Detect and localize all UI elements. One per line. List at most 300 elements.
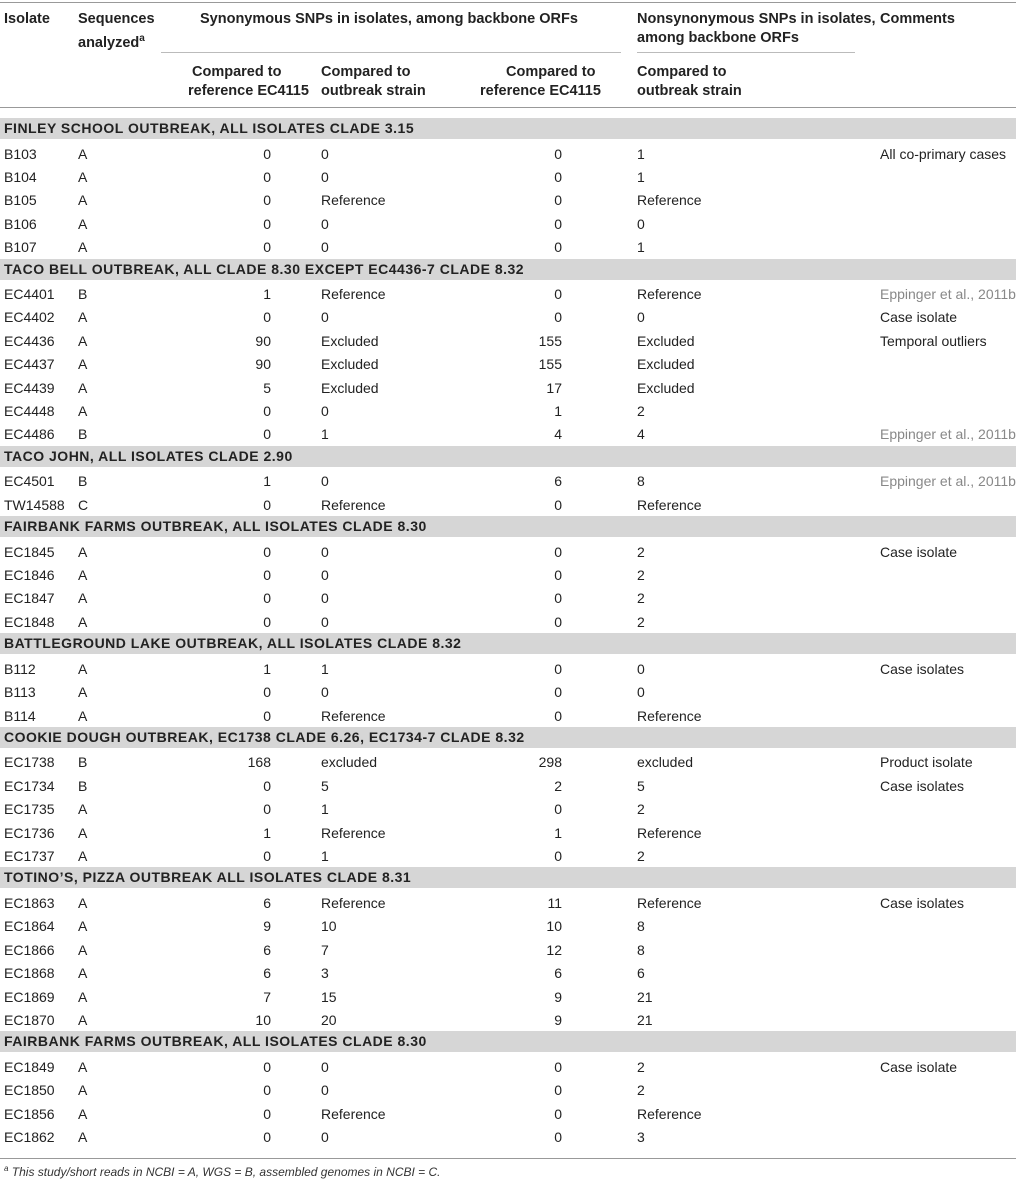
col-header-syn-out [321, 63, 426, 101]
syn-out-cell: 1 [321, 660, 329, 677]
syn-ref-cell: 0 [263, 777, 271, 794]
syn-out-cell: 0 [321, 590, 329, 607]
nonsyn-ref-cell: 0 [554, 145, 562, 162]
nonsyn-out-cell: 3 [637, 1129, 645, 1145]
table-row [0, 422, 1016, 445]
comment-cell: Case isolates [880, 894, 965, 911]
syn-out-cell: Excluded [321, 332, 379, 349]
section-title: TACO BELL OUTBREAK, ALL CLADE 8.30 EXCEPT EC4436-7 CLADE 8.32 [4, 260, 525, 277]
syn-out-cell: Reference [321, 824, 386, 841]
table-row [0, 657, 1016, 680]
sequences-cell: A [78, 239, 88, 256]
syn-ref-cell: 0 [263, 613, 271, 630]
nonsyn-out-cell: Excluded [637, 332, 695, 349]
syn-out-cell: 0 [321, 1129, 329, 1145]
nonsyn-out-cell: 2 [637, 590, 645, 607]
nonsyn-out-cell: 2 [637, 848, 645, 864]
section-title: TACO JOHN, ALL ISOLATES CLADE 2.90 [4, 447, 293, 464]
syn-ref-cell: 0 [263, 309, 271, 326]
group-header-nonsynonymous-line1: Nonsynonymous SNPs in isolates, [637, 11, 876, 27]
syn-out-cell: Excluded [321, 356, 379, 373]
sequences-cell: A [78, 168, 88, 185]
syn-out-cell: 0 [321, 543, 329, 560]
syn-out-cell: 0 [321, 145, 329, 162]
sequences-cell: A [78, 215, 88, 232]
syn-out-cell: 0 [321, 567, 329, 583]
syn-ref-cell: 9 [263, 918, 271, 935]
syn-out-cell: 1 [321, 801, 329, 818]
table-row [0, 680, 1016, 703]
sequences-cell: A [78, 941, 88, 958]
syn-out-cell: 5 [321, 777, 329, 794]
syn-ref-cell: 0 [263, 543, 271, 560]
section-title: TOTINO’S, PIZZA OUTBREAK ALL ISOLATES CLADE 8.31 [4, 869, 412, 886]
nonsyn-ref-cell: 9 [554, 988, 562, 1005]
syn-ref-cell: 0 [263, 1129, 271, 1145]
isolate-cell: EC1869 [4, 988, 55, 1005]
sequences-cell: A [78, 1011, 88, 1028]
col-header-nonsyn-out [637, 63, 742, 101]
isolate-cell: EC1737 [4, 848, 55, 864]
table-row [0, 212, 1016, 235]
comment-cell[interactable]: Eppinger et al., 2011b [880, 426, 1016, 443]
comment-cell: Case isolate [880, 543, 958, 560]
table-row [0, 399, 1016, 422]
nonsyn-out-cell: 0 [637, 309, 645, 326]
isolate-cell: EC1866 [4, 941, 55, 958]
section-header [0, 867, 1016, 888]
section-header [0, 727, 1016, 748]
syn-ref-cell: 0 [263, 215, 271, 232]
table-row [0, 961, 1016, 984]
col-header-comments: Comments [880, 11, 955, 27]
sequences-cell: A [78, 1105, 88, 1122]
isolate-cell: EC1848 [4, 613, 55, 630]
nonsyn-ref-cell: 10 [546, 918, 562, 935]
table-row [0, 188, 1016, 211]
section-title: BATTLEGROUND LAKE OUTBREAK, ALL ISOLATES CLADE 8.32 [4, 635, 462, 652]
nonsyn-ref-cell: 12 [546, 941, 562, 958]
nonsyn-out-cell: Reference [637, 707, 702, 724]
syn-ref-cell: 0 [263, 1058, 271, 1075]
nonsyn-ref-cell: 0 [554, 801, 562, 818]
nonsyn-out-cell: 0 [637, 660, 645, 677]
nonsyn-out-cell: 8 [637, 918, 645, 935]
sequences-cell: A [78, 918, 88, 935]
col-header-syn-ref [188, 63, 309, 101]
syn-ref-cell: 0 [263, 239, 271, 256]
table-row [0, 376, 1016, 399]
nonsyn-ref-cell: 1 [554, 403, 562, 419]
nonsyn-out-cell: 2 [637, 1058, 645, 1075]
isolate-cell: EC1849 [4, 1058, 55, 1075]
isolate-cell: EC1845 [4, 543, 55, 560]
syn-ref-cell: 0 [263, 567, 271, 583]
syn-out-cell: 0 [321, 473, 329, 490]
isolate-cell: EC1850 [4, 1082, 55, 1099]
isolate-cell: B114 [4, 707, 36, 724]
comment-cell: Case isolates [880, 777, 965, 794]
isolate-cell: B106 [4, 215, 37, 232]
nonsyn-ref-cell: 0 [554, 1058, 562, 1075]
comment-cell: Product isolate [880, 754, 973, 771]
syn-out-cell: Reference [321, 192, 386, 209]
col-header-nonsyn-out-line2: outbreak strain [637, 83, 742, 99]
nonsyn-out-cell: 4 [637, 426, 645, 443]
syn-out-cell: 20 [321, 1011, 337, 1028]
sequences-cell: A [78, 684, 88, 701]
nonsyn-out-cell: 21 [637, 988, 653, 1005]
nonsyn-out-cell: Excluded [637, 356, 695, 373]
col-header-sequences-sup: a [139, 33, 145, 44]
nonsyn-ref-cell: 0 [554, 707, 562, 724]
sequences-cell: A [78, 192, 88, 209]
nonsyn-ref-cell: 0 [554, 1082, 562, 1099]
syn-ref-cell: 5 [263, 379, 271, 396]
nonsyn-ref-cell: 155 [538, 332, 562, 349]
sequences-cell: A [78, 379, 88, 396]
nonsyn-ref-cell: 0 [554, 1105, 562, 1122]
table-row [0, 305, 1016, 328]
table-row [0, 586, 1016, 609]
table-row [0, 563, 1016, 586]
syn-ref-cell: 0 [263, 496, 271, 513]
isolate-cell: B105 [4, 192, 37, 209]
group-header-synonymous: Synonymous SNPs in isolates, among backbone ORFs [200, 11, 578, 27]
sequences-cell: A [78, 567, 88, 583]
col-header-isolate: Isolate [4, 11, 50, 27]
syn-ref-cell: 90 [255, 332, 271, 349]
syn-ref-cell: 1 [263, 473, 271, 490]
syn-out-cell: 0 [321, 168, 329, 185]
nonsyn-out-cell: Excluded [637, 379, 695, 396]
sequences-cell: A [78, 824, 88, 841]
syn-out-cell: Reference [321, 707, 386, 724]
nonsyn-out-cell: 8 [637, 473, 645, 490]
col-header-nonsyn-out-line1: Compared to [637, 64, 727, 80]
syn-ref-cell: 1 [263, 660, 271, 677]
syn-out-cell: 0 [321, 239, 329, 256]
syn-out-cell: Reference [321, 1105, 386, 1122]
footnote-text: This study/short reads in NCBI = A, WGS = B, assembled genomes in NCBI = C. [8, 1165, 441, 1179]
syn-ref-cell: 0 [263, 1082, 271, 1099]
table-row [0, 282, 1016, 305]
table-row [0, 1125, 1016, 1148]
nonsyn-out-cell: 2 [637, 1082, 645, 1099]
nonsyn-ref-cell: 0 [554, 590, 562, 607]
nonsyn-out-cell: 1 [637, 168, 645, 185]
nonsyn-ref-cell: 6 [554, 965, 562, 982]
isolate-cell: B104 [4, 168, 37, 185]
nonsyn-ref-cell: 9 [554, 1011, 562, 1028]
sequences-cell: A [78, 894, 88, 911]
isolate-cell: EC1738 [4, 754, 55, 771]
nonsyn-ref-cell: 0 [554, 309, 562, 326]
nonsyn-ref-cell: 0 [554, 215, 562, 232]
sequences-cell: A [78, 801, 88, 818]
isolate-cell: EC4439 [4, 379, 55, 396]
comment-cell[interactable]: Eppinger et al., 2011b [880, 286, 1016, 302]
nonsyn-ref-cell: 2 [554, 777, 562, 794]
syn-ref-cell: 10 [255, 1011, 271, 1028]
nonsyn-ref-cell: 0 [554, 613, 562, 630]
nonsyn-ref-cell: 0 [554, 286, 562, 302]
table-row [0, 797, 1016, 820]
table-row [0, 938, 1016, 961]
table-row [0, 985, 1016, 1008]
section-header [0, 118, 1016, 139]
table-row [0, 704, 1016, 727]
syn-out-cell: Excluded [321, 379, 379, 396]
sequences-cell: A [78, 356, 88, 373]
col-header-nonsyn-ref-line2: reference EC4115 [480, 83, 601, 99]
table-row [0, 493, 1016, 516]
nonsyn-ref-cell: 0 [554, 1129, 562, 1145]
nonsyn-out-cell: Reference [637, 1105, 702, 1122]
nonsyn-ref-cell: 155 [538, 356, 562, 373]
col-header-sequences [78, 10, 155, 53]
syn-ref-cell: 0 [263, 684, 271, 701]
nonsyn-ref-cell: 0 [554, 567, 562, 583]
nonsyn-ref-cell: 298 [538, 754, 562, 771]
section-title: COOKIE DOUGH OUTBREAK, EC1738 CLADE 6.26, EC1734-7 CLADE 8.32 [4, 728, 525, 745]
sequences-cell: A [78, 848, 88, 864]
nonsyn-ref-cell: 0 [554, 848, 562, 864]
col-header-sequences-line1: Sequences [78, 11, 155, 27]
table-row [0, 821, 1016, 844]
sequences-cell: A [78, 965, 88, 982]
isolate-cell: EC1734 [4, 777, 55, 794]
syn-ref-cell: 0 [263, 590, 271, 607]
isolate-cell: TW14588 [4, 496, 65, 513]
nonsyn-ref-cell: 0 [554, 684, 562, 701]
table-row [0, 165, 1016, 188]
syn-ref-cell: 0 [263, 168, 271, 185]
table-row [0, 750, 1016, 773]
nonsyn-out-cell: Reference [637, 894, 702, 911]
syn-out-cell: 0 [321, 1082, 329, 1099]
syn-ref-cell: 0 [263, 707, 271, 724]
table-row [0, 1102, 1016, 1125]
nonsyn-out-cell: 2 [637, 613, 645, 630]
nonsyn-out-cell: 2 [637, 567, 645, 583]
isolate-cell: B107 [4, 239, 37, 256]
nonsyn-ref-cell: 6 [554, 473, 562, 490]
table-row [0, 1008, 1016, 1031]
nonsyn-out-cell: 2 [637, 801, 645, 818]
table-row [0, 610, 1016, 633]
nonsyn-out-cell: excluded [637, 754, 694, 771]
nonsyn-out-cell: 1 [637, 145, 645, 162]
nonsyn-ref-cell: 0 [554, 192, 562, 209]
isolate-cell: B103 [4, 145, 37, 162]
group-header-nonsynonymous-line2: among backbone ORFs [637, 30, 799, 46]
nonsyn-out-cell: 8 [637, 941, 645, 958]
isolate-cell: EC4501 [4, 473, 55, 490]
isolate-cell: EC1735 [4, 801, 55, 818]
nonsyn-out-cell: Reference [637, 286, 702, 302]
sequences-cell: A [78, 1058, 88, 1075]
syn-ref-cell: 1 [263, 286, 271, 302]
isolate-cell: EC1868 [4, 965, 55, 982]
sequences-cell: A [78, 660, 88, 677]
nonsyn-ref-cell: 11 [547, 894, 562, 911]
syn-out-cell: 3 [321, 965, 329, 982]
nonsyn-ref-cell: 4 [554, 426, 562, 443]
nonsyn-out-cell: 0 [637, 215, 645, 232]
col-header-syn-ref-line2: reference EC4115 [188, 83, 309, 99]
syn-out-cell: 0 [321, 403, 329, 419]
syn-ref-cell: 0 [263, 426, 271, 443]
sequences-cell: A [78, 1082, 88, 1099]
nonsyn-out-cell: Reference [637, 496, 702, 513]
syn-out-cell: 15 [321, 988, 337, 1005]
sequences-cell: A [78, 543, 88, 560]
group-rule-synonymous [161, 52, 621, 53]
col-header-syn-ref-line1: Compared to [192, 64, 282, 80]
nonsyn-out-cell: 2 [637, 543, 645, 560]
isolate-cell: EC1864 [4, 918, 55, 935]
col-header-syn-out-line2: outbreak strain [321, 83, 426, 99]
syn-ref-cell: 6 [263, 965, 271, 982]
nonsyn-ref-cell: 0 [554, 660, 562, 677]
syn-ref-cell: 1 [263, 824, 271, 841]
sequences-cell: A [78, 590, 88, 607]
table-row [0, 914, 1016, 937]
section-title: FAIRBANK FARMS OUTBREAK, ALL ISOLATES CLADE 8.30 [4, 1033, 427, 1050]
isolate-cell: EC1736 [4, 824, 55, 841]
sequences-cell: A [78, 988, 88, 1005]
syn-out-cell: Reference [321, 894, 386, 911]
syn-out-cell: 10 [321, 918, 337, 935]
isolate-cell: EC4486 [4, 426, 55, 443]
sequences-cell: A [78, 332, 88, 349]
section-header [0, 446, 1016, 467]
comment-cell: Case isolate [880, 1058, 958, 1075]
syn-ref-cell: 0 [263, 192, 271, 209]
sequences-cell: B [78, 286, 88, 302]
isolate-cell: EC4401 [4, 286, 55, 302]
section-title: FAIRBANK FARMS OUTBREAK, ALL ISOLATES CLADE 8.30 [4, 518, 427, 535]
nonsyn-out-cell: Reference [637, 824, 702, 841]
section-header [0, 1031, 1016, 1052]
isolate-cell: EC1847 [4, 590, 55, 607]
syn-out-cell: excluded [321, 754, 378, 771]
syn-out-cell: Reference [321, 496, 386, 513]
syn-out-cell: 0 [321, 309, 329, 326]
comment-cell: Case isolates [880, 660, 965, 677]
sequences-cell: A [78, 707, 88, 724]
table-row [0, 1078, 1016, 1101]
group-rule-nonsynonymous [637, 52, 855, 53]
syn-ref-cell: 0 [263, 848, 271, 864]
table-row [0, 352, 1016, 375]
footnote [4, 1164, 441, 1179]
table-top-rule [0, 2, 1016, 3]
sequences-cell: B [78, 777, 88, 794]
col-header-nonsyn-ref-line1: Compared to [506, 64, 596, 80]
table-bottom-rule [0, 1158, 1016, 1159]
comment-cell: All co-primary cases [880, 145, 1007, 162]
syn-out-cell: Reference [321, 286, 386, 302]
table-row [0, 329, 1016, 352]
col-header-nonsyn-ref [480, 63, 601, 101]
footnote-marker: a [4, 1164, 9, 1173]
sequences-cell: A [78, 145, 88, 162]
syn-ref-cell: 90 [255, 356, 271, 373]
table-row [0, 469, 1016, 492]
table-row [0, 844, 1016, 867]
comment-cell: Temporal outliers [880, 332, 987, 349]
nonsyn-out-cell: 21 [637, 1011, 653, 1028]
nonsyn-ref-cell: 0 [554, 543, 562, 560]
syn-ref-cell: 6 [263, 894, 271, 911]
syn-ref-cell: 6 [263, 941, 271, 958]
table-row [0, 540, 1016, 563]
isolate-cell: EC4448 [4, 403, 55, 419]
syn-ref-cell: 0 [263, 403, 271, 419]
syn-out-cell: 7 [321, 941, 329, 958]
isolate-cell: EC1862 [4, 1129, 55, 1145]
table-row [0, 774, 1016, 797]
section-header [0, 516, 1016, 537]
syn-out-cell: 1 [321, 426, 329, 443]
syn-ref-cell: 0 [263, 801, 271, 818]
table-row [0, 891, 1016, 914]
syn-out-cell: 0 [321, 215, 329, 232]
nonsyn-out-cell: 1 [637, 239, 645, 256]
syn-ref-cell: 0 [263, 145, 271, 162]
sequences-cell: A [78, 1129, 88, 1145]
header-bottom-rule [0, 107, 1016, 108]
isolate-cell: B112 [4, 660, 36, 677]
syn-ref-cell: 0 [263, 1105, 271, 1122]
nonsyn-ref-cell: 0 [554, 496, 562, 513]
isolate-cell: EC1863 [4, 894, 55, 911]
isolate-cell: B113 [4, 684, 36, 701]
sequences-cell: C [78, 496, 89, 513]
isolate-cell: EC1856 [4, 1105, 55, 1122]
nonsyn-ref-cell: 17 [546, 379, 562, 396]
nonsyn-out-cell: 6 [637, 965, 645, 982]
isolate-cell: EC1846 [4, 567, 55, 583]
nonsyn-out-cell: Reference [637, 192, 702, 209]
syn-out-cell: 0 [321, 684, 329, 701]
nonsyn-ref-cell: 1 [554, 824, 562, 841]
sequences-cell: A [78, 403, 88, 419]
sequences-cell: B [78, 754, 88, 771]
isolate-cell: EC4436 [4, 332, 55, 349]
nonsyn-out-cell: 2 [637, 403, 645, 419]
isolate-cell: EC4402 [4, 309, 55, 326]
nonsyn-out-cell: 0 [637, 684, 645, 701]
isolate-cell: EC1870 [4, 1011, 55, 1028]
nonsyn-ref-cell: 0 [554, 239, 562, 256]
syn-out-cell: 0 [321, 613, 329, 630]
section-header [0, 633, 1016, 654]
syn-ref-cell: 7 [263, 988, 271, 1005]
comment-cell: Case isolate [880, 309, 958, 326]
group-header-nonsynonymous [637, 10, 876, 48]
section-title: FINLEY SCHOOL OUTBREAK, ALL ISOLATES CLADE 3.15 [4, 120, 415, 136]
syn-out-cell: 0 [321, 1058, 329, 1075]
table-row [0, 1055, 1016, 1078]
sequences-cell: B [78, 473, 88, 490]
syn-ref-cell: 168 [247, 754, 271, 771]
comment-cell[interactable]: Eppinger et al., 2011b [880, 473, 1016, 490]
syn-out-cell: 1 [321, 848, 329, 864]
section-header [0, 259, 1016, 280]
